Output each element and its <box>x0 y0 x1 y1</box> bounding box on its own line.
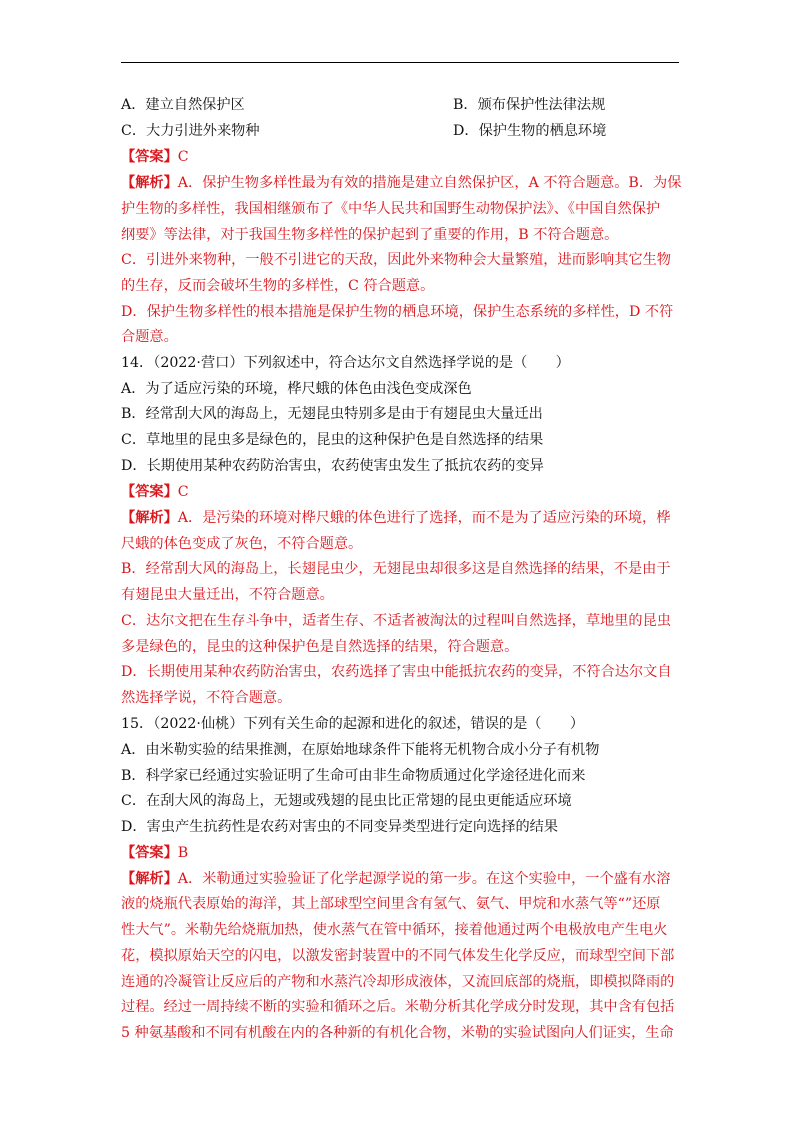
analysis-tag: 【解析】 <box>121 871 178 887</box>
q13-analysis-line: 的生存，反而会破坏生物的多样性，C 符合题意。 <box>121 278 435 294</box>
q15-analysis-line: 花，模拟原始天空的闪电，以激发密封装置中的不同气体发生化学反应，而球型空间下部 <box>121 948 675 964</box>
analysis-tag: 【解析】 <box>121 510 178 526</box>
q14-analysis-line: B．经常刮大风的海岛上，长翅昆虫少，无翅昆虫却很多这是自然选择的结果，不是由于 <box>121 561 671 577</box>
q13-option-c: C．大力引进外来物种 <box>121 123 260 139</box>
q14-analysis-line: 多是绿色的，昆虫的这种保护色是自然选择的结果，符合题意。 <box>121 639 519 655</box>
answer-tag: 【答案】 <box>121 484 178 500</box>
q15-analysis-line: 性大气”。米勒先给烧瓶加热，使水蒸气在管中循环，接着他通过两个电极放电产生电火 <box>121 922 668 938</box>
q15-analysis-line: 连通的冷凝管让反应后的产物和水蒸汽冷却形成液体，又流回底部的烧瓶，即模拟降雨的 <box>121 974 675 990</box>
answer-value: C <box>177 484 189 500</box>
q13-analysis-line: C．引进外来物种，一般不引进它的天敌，因此外来物种会大量繁殖，进而影响其它生物 <box>121 252 671 268</box>
q13-analysis-line: 合题意。 <box>121 329 178 345</box>
q14-analysis-line: 有翅昆虫大量迁出，不符合题意。 <box>121 587 334 603</box>
q14-option-a: A．为了适应污染的环境，桦尺蛾的体色由浅色变成深色 <box>121 381 472 397</box>
answer-value: B <box>177 845 189 861</box>
analysis-tag: 【解析】 <box>121 175 178 191</box>
q15-option-c: C．在刮大风的海岛上，无翅或残翅的昆虫比正常翅的昆虫更能适应环境 <box>121 793 572 809</box>
q13-option-b: B．颁布保护性法律法规 <box>453 97 606 113</box>
q15-analysis-line: 液的烧瓶代表原始的海洋，其上部球型空间里含有氢气、氨气、甲烷和水蒸气等“”还原 <box>121 896 661 912</box>
q14-option-c: C．草地里的昆虫多是绿色的，昆虫的这种保护色是自然选择的结果 <box>121 432 544 448</box>
q15-analysis-line: 5 种氨基酸和不同有机酸在内的各种新的有机化合物，米勒的实验试图向人们证实，生命 <box>121 1025 674 1041</box>
q14-analysis-line <box>121 508 670 528</box>
q14-analysis-line: D．长期使用某种农药防治害虫，农药选择了害虫中能抵抗农药的变异，不符合达尔文自 <box>121 664 672 680</box>
answer-tag: 【答案】 <box>121 149 178 165</box>
q15-analysis-line: 过程。经过一周持续不断的实验和循环之后。米勒分析其化学成分时发现，其中含有包括 <box>121 999 675 1015</box>
q14-answer <box>121 482 189 502</box>
q15-stem: 15．（2022·仙桃）下列有关生命的起源和进化的叙述，错误的是（ ） <box>121 716 585 732</box>
q15-answer <box>121 843 188 863</box>
q15-option-a: A．由米勒实验的结果推测，在原始地球条件下能将无机物合成小分子有机物 <box>121 742 600 758</box>
answer-value: C <box>177 149 189 165</box>
q13-option-a: A．建立自然保护区 <box>121 97 245 113</box>
q14-analysis-line: 尺蛾的体色变成了灰色，不符合题意。 <box>121 536 363 552</box>
q14-analysis-line: 然选择学说，不符合题意。 <box>121 690 292 706</box>
analysis-text: A．保护生物多样性最为有效的措施是建立自然保护区，A 不符合题意。B．为保 <box>177 175 682 191</box>
q13-answer <box>121 147 189 167</box>
answer-tag: 【答案】 <box>121 845 178 861</box>
q15-analysis-line <box>121 869 670 889</box>
q15-option-d: D．害虫产生抗药性是农药对害虫的不同变异类型进行定向选择的结果 <box>121 819 559 835</box>
analysis-text: A．是污染的环境对桦尺蛾的体色进行了选择，而不是为了适应污染的环境，桦 <box>177 510 671 526</box>
q13-analysis-line <box>121 173 681 193</box>
q13-analysis-line: 纲要》等法律，对于我国生物多样性的保护起到了重要的作用，B 不符合题意。 <box>121 227 619 243</box>
q14-stem: 14．（2022·营口）下列叙述中，符合达尔文自然选择学说的是（ ） <box>121 355 570 371</box>
q14-option-b: B．经常刮大风的海岛上，无翅昆虫特别多是由于有翅昆虫大量迁出 <box>121 406 543 422</box>
q13-option-d: D．保护生物的栖息环境 <box>453 123 607 139</box>
q14-analysis-line: C．达尔文把在生存斗争中，适者生存、不适者被淘汰的过程叫自然选择，草地里的昆虫 <box>121 613 671 629</box>
q13-analysis-line: D．保护生物多样性的根本措施是保护生物的栖息环境，保护生态系统的多样性，D 不符 <box>121 304 674 320</box>
q13-analysis-line: 护生物的多样性，我国相继颁布了《中华人民共和国野生动物保护法》、《中国自然保护 <box>121 201 661 217</box>
analysis-text: A．米勒通过实验验证了化学起源学说的第一步。在这个实验中，一个盛有水溶 <box>177 871 671 887</box>
q15-option-b: B．科学家已经通过实验证明了生命可由非生命物质通过化学途径进化而来 <box>121 768 586 784</box>
q14-option-d: D．长期使用某种农药防治害虫，农药使害虫发生了抵抗农药的变异 <box>121 458 544 474</box>
header-rule <box>121 62 679 63</box>
